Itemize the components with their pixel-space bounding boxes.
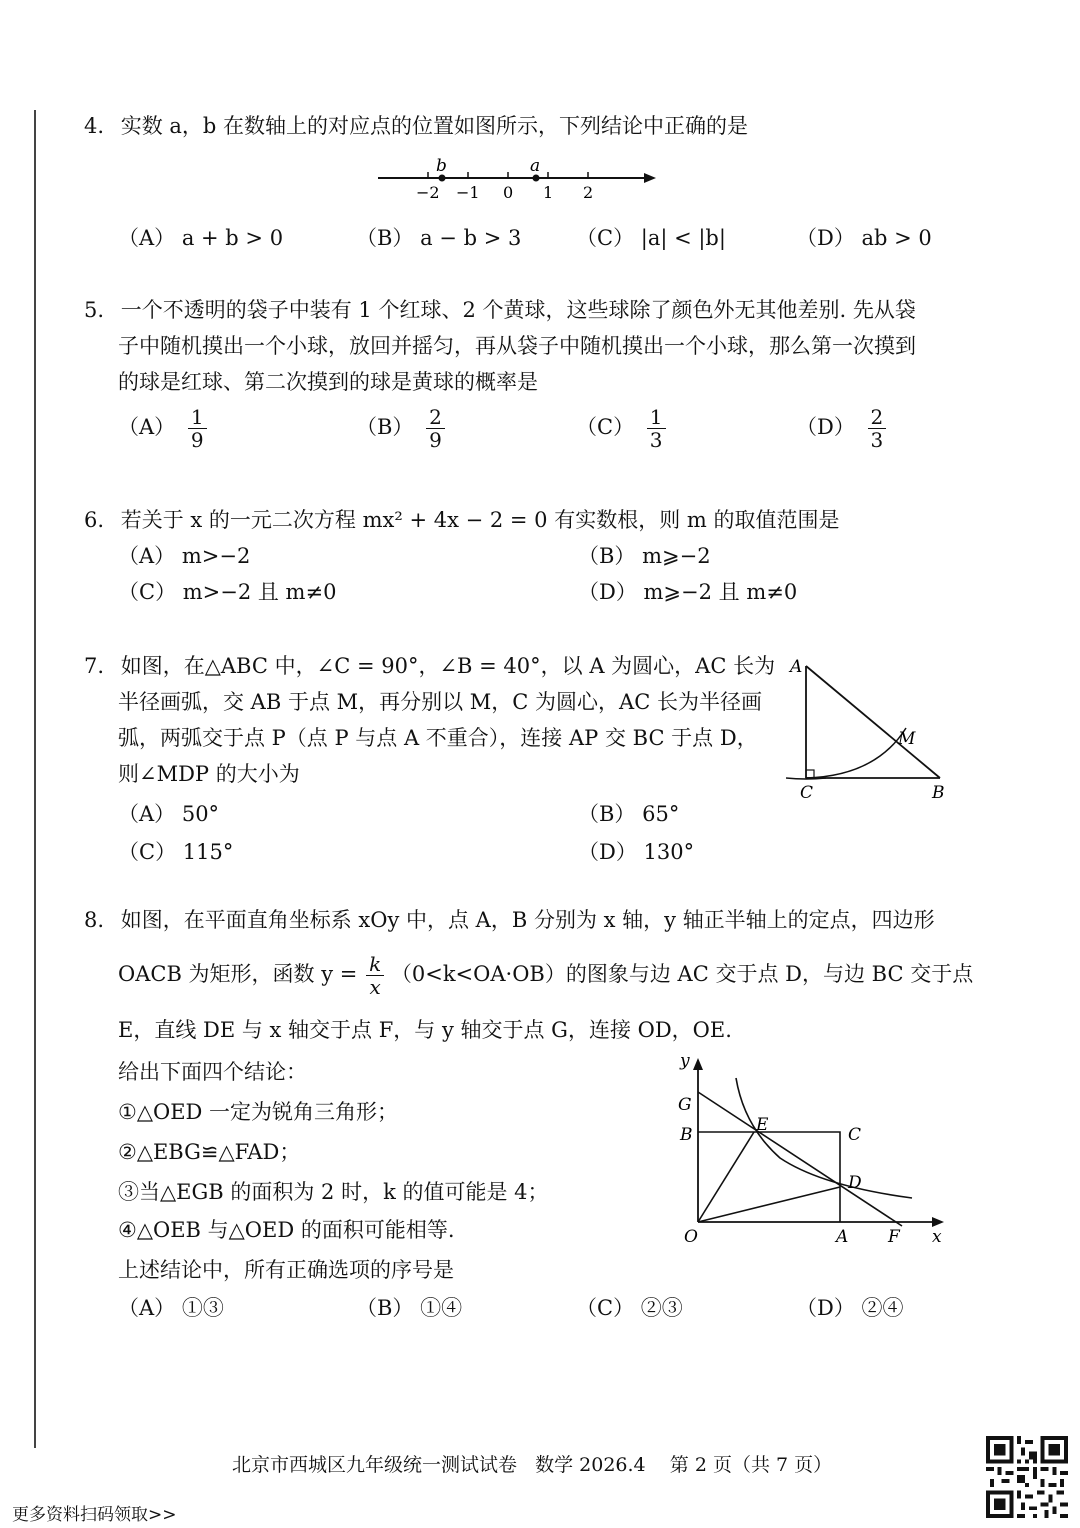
q7-stem-line-2: 半径画弧，交 AB 于点 M，再分别以 M，C 为圆心，AC 长为半径画 xyxy=(118,690,762,714)
q8-conclusion-2: ②△EBG≌△FAD； xyxy=(118,1140,301,1164)
q6-option-d: （D） m⩾−2 且 m≠0 xyxy=(578,580,798,604)
point-a-label: a xyxy=(530,156,541,176)
right-angle-mark xyxy=(806,770,814,778)
q7-line-1 xyxy=(84,648,775,684)
q5-line-1 xyxy=(84,292,916,328)
label-c: C xyxy=(800,783,814,802)
q5-option-b xyxy=(356,406,445,451)
q6-option-c: （C） m>−2 且 m≠0 xyxy=(118,580,337,604)
q6-number: 6. xyxy=(84,508,105,532)
q7-option-d: （D） 130° xyxy=(578,840,695,864)
y-axis-arrow xyxy=(693,1058,703,1070)
q7-triangle-figure xyxy=(786,652,952,802)
q4-stem: 实数 a，b 在数轴上的对应点的位置如图所示，下列结论中正确的是 xyxy=(120,114,749,138)
label-g: G xyxy=(678,1095,692,1115)
q4-number: 4. xyxy=(84,114,105,138)
line-de xyxy=(698,1092,902,1226)
q8-intro: 给出下面四个结论： xyxy=(118,1060,307,1084)
q4-option-c: （C） |a| < |b| xyxy=(576,226,726,250)
q5-option-d-label: （D） xyxy=(796,415,855,439)
q7-option-c: （C） 115° xyxy=(118,840,234,864)
label-y: y xyxy=(680,1051,690,1071)
q8-conclusion-3: ③当△EGB 的面积为 2 时，k 的值可能是 4； xyxy=(118,1180,549,1204)
q5-stem-line-3: 的球是红球、第二次摸到的球是黄球的概率是 xyxy=(118,370,538,394)
hyperbola-curve xyxy=(736,1078,912,1198)
label-a: A xyxy=(790,657,803,677)
q5-option-d-fraction: $\frac{2}{3}$ xyxy=(868,406,887,451)
q8-function-fraction: $\frac{k}{x}$ xyxy=(366,953,384,998)
q5-option-c-fraction: $\frac{1}{3}$ xyxy=(647,406,666,451)
q7-stem-line-1: 如图，在△ABC 中，∠C = 90°，∠B = 40°，以 A 为圆心，AC 长为 xyxy=(120,654,776,678)
label-m: M xyxy=(898,729,916,749)
q6-option-a: （A） m>−2 xyxy=(118,544,251,568)
tick-label-0: 0 xyxy=(503,183,514,202)
q8-conclusion-4: ④△OEB 与△OED 的面积可能相等. xyxy=(118,1218,455,1242)
tick-label-neg2: −2 xyxy=(416,183,440,202)
segment-od xyxy=(698,1187,840,1222)
q5-number: 5. xyxy=(84,298,105,322)
q8-stem-line-2-pre: OACB 为矩形，函数 y = xyxy=(118,962,358,986)
q7-option-a: （A） 50° xyxy=(118,802,220,826)
q4-number-line xyxy=(370,152,660,204)
binding-line xyxy=(34,110,36,1448)
label-o: O xyxy=(684,1227,698,1246)
q5-option-d xyxy=(796,406,886,451)
q8-stem-line-3: E，直线 DE 与 x 轴交于点 F，与 y 轴交于点 G，连接 OD，OE. xyxy=(118,1018,732,1042)
q4-option-b: （B） a − b > 3 xyxy=(356,226,522,250)
q5-option-a xyxy=(118,406,207,451)
q7-stem-line-4: 则∠MDP 的大小为 xyxy=(118,762,300,786)
label-c: C xyxy=(848,1125,862,1145)
q6-stem-row xyxy=(84,502,839,538)
tick-label-1: 1 xyxy=(543,183,554,202)
q4-option-a: （A） a + b > 0 xyxy=(118,226,284,250)
q8-conclusion-1: ①△OED 一定为锐角三角形； xyxy=(118,1100,399,1124)
page-footer: 北京市西城区九年级统一测试试卷 数学 2026.4 第 2 页（共 7 页） xyxy=(232,1454,833,1476)
label-a: A xyxy=(836,1227,849,1246)
q8-option-c: （C） ②③ xyxy=(576,1296,683,1320)
q8-line-1 xyxy=(84,902,935,938)
arc-through-m xyxy=(806,728,906,778)
q8-question: 上述结论中，所有正确选项的序号是 xyxy=(118,1258,454,1282)
label-e: E xyxy=(756,1115,769,1135)
q8-number: 8. xyxy=(84,908,105,932)
scan-note: 更多资料扫码领取>> xyxy=(12,1505,177,1525)
q4-stem-row xyxy=(84,108,748,144)
label-b: B xyxy=(680,1125,693,1145)
label-f: F xyxy=(888,1227,900,1246)
point-b-label: b xyxy=(436,156,447,176)
q8-stem-line-1: 如图，在平面直角坐标系 xOy 中，点 A，B 分别为 x 轴，y 轴正半轴上的定点，四边形 xyxy=(120,908,935,932)
q6-option-b: （B） m⩾−2 xyxy=(578,544,711,568)
number-line-arrow xyxy=(644,173,656,183)
tick-label-2: 2 xyxy=(583,183,594,202)
label-x: x xyxy=(932,1227,942,1246)
q5-option-c xyxy=(576,406,666,451)
segment-oe xyxy=(698,1132,754,1222)
q6-stem: 若关于 x 的一元二次方程 mx² + 4x − 2 = 0 有实数根，则 m 的取值范围是 xyxy=(120,508,840,532)
q8-coordinate-figure xyxy=(672,1046,952,1246)
q7-stem-line-3: 弧，两弧交于点 P（点 P 与点 A 不重合），连接 AP 交 BC 于点 D， xyxy=(118,726,758,750)
q5-option-a-label: （A） xyxy=(118,415,176,439)
q8-option-a: （A） ①③ xyxy=(118,1296,224,1320)
q8-option-b: （B） ①④ xyxy=(356,1296,463,1320)
label-b: B xyxy=(932,783,945,802)
x-axis-arrow xyxy=(932,1217,944,1227)
q5-stem-line-1: 一个不透明的袋子中装有 1 个红球、2 个黄球，这些球除了颜色外无其他差别. 先从袋 xyxy=(120,298,916,322)
q7-option-b: （B） 65° xyxy=(578,802,680,826)
q5-stem-line-2: 子中随机摸出一个小球，放回并摇匀，再从袋子中随机摸出一个小球，那么第一次摸到 xyxy=(118,334,916,358)
q8-line-2 xyxy=(118,948,973,1000)
q5-option-c-label: （C） xyxy=(576,415,635,439)
qr-code-icon[interactable] xyxy=(986,1436,1068,1518)
q8-option-d: （D） ②④ xyxy=(796,1296,904,1320)
q5-option-a-fraction: $\frac{1}{9}$ xyxy=(188,406,207,451)
tick-label-neg1: −1 xyxy=(456,183,480,202)
q5-option-b-label: （B） xyxy=(356,415,414,439)
q7-number: 7. xyxy=(84,654,105,678)
label-d: D xyxy=(848,1173,862,1193)
q8-stem-line-2-post: （0<k<OA·OB）的图象与边 AC 交于点 D，与边 BC 交于点 xyxy=(390,962,974,986)
q5-option-b-fraction: $\frac{2}{9}$ xyxy=(426,406,445,451)
q4-option-d: （D） ab > 0 xyxy=(796,226,932,250)
